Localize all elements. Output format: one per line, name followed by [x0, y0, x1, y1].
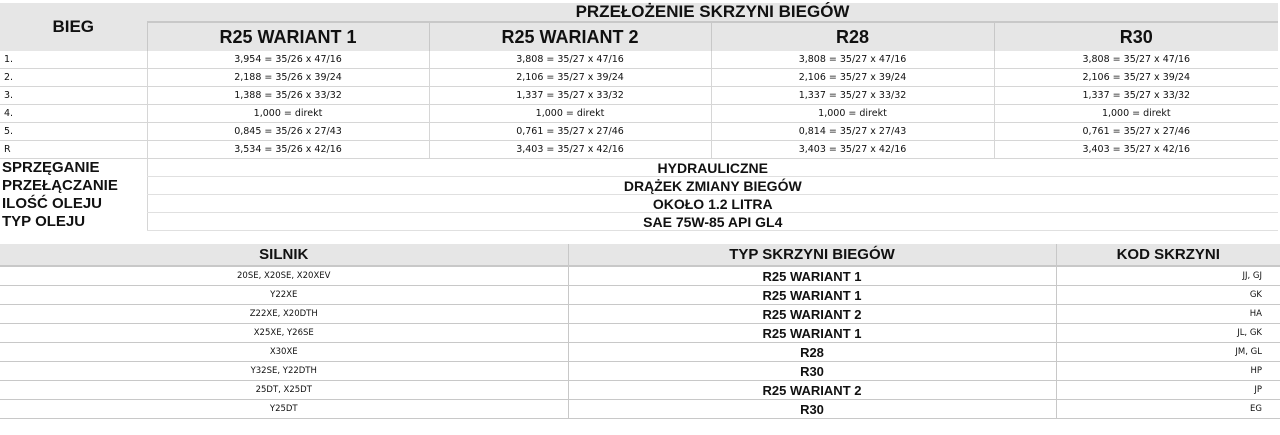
column-header: R25 WARIANT 2: [429, 22, 711, 51]
ratio-cell: 1,000 = direkt: [429, 105, 711, 123]
ratio-cell: 1,337 = 35/27 x 33/32: [711, 87, 994, 105]
ratio-cell: 2,106 = 35/27 x 39/24: [711, 69, 994, 87]
gear-label: R: [0, 141, 147, 159]
column-header: KOD SKRZYNI: [1056, 244, 1280, 266]
ratio-cell: 0,761 = 35/27 x 27/46: [429, 123, 711, 141]
ratio-cell: 1,000 = direkt: [147, 105, 429, 123]
gearbox-type-cell: R25 WARIANT 2: [568, 381, 1056, 400]
column-header: SILNIK: [0, 244, 568, 266]
spec-row: [0, 195, 1278, 213]
ratio-cell: 3,808 = 35/27 x 47/16: [711, 51, 994, 69]
bieg-header: BIEG: [0, 3, 147, 51]
ratio-cell: 2,106 = 35/27 x 39/24: [994, 69, 1278, 87]
ratio-cell: 1,000 = direkt: [994, 105, 1278, 123]
spec-row: [0, 213, 1278, 231]
table-row: [0, 266, 1280, 286]
ratio-cell: 3,808 = 35/27 x 47/16: [994, 51, 1278, 69]
gearbox-code-cell: JP: [1056, 381, 1280, 400]
engine-cell: Y25DT: [0, 400, 568, 419]
engine-cell: Y32SE, Y22DTH: [0, 362, 568, 381]
table-row: [0, 381, 1280, 400]
ratio-cell: 0,761 = 35/27 x 27/46: [994, 123, 1278, 141]
gearbox-type-cell: R30: [568, 362, 1056, 381]
gearbox-type-cell: R25 WARIANT 1: [568, 266, 1056, 286]
column-header: R28: [711, 22, 994, 51]
engine-cell: X25XE, Y26SE: [0, 324, 568, 343]
ratio-cell: 1,337 = 35/27 x 33/32: [994, 87, 1278, 105]
table-title: PRZEŁOŻENIE SKRZYNI BIEGÓW: [147, 3, 1278, 22]
spec-value: SAE 75W-85 API GL4: [147, 213, 1278, 231]
ratio-cell: 3,403 = 35/27 x 42/16: [711, 141, 994, 159]
table-row: [0, 141, 1278, 159]
gearbox-type-cell: R25 WARIANT 1: [568, 286, 1056, 305]
gearbox-code-cell: JM, GL: [1056, 343, 1280, 362]
spec-row: [0, 177, 1278, 195]
ratio-cell: 3,808 = 35/27 x 47/16: [429, 51, 711, 69]
spec-label: PRZEŁĄCZANIE: [2, 177, 118, 194]
gearbox-type-cell: R25 WARIANT 1: [568, 324, 1056, 343]
engine-cell: Z22XE, X20DTH: [0, 305, 568, 324]
ratio-cell: 1,337 = 35/27 x 33/32: [429, 87, 711, 105]
ratio-cell: 3,403 = 35/27 x 42/16: [994, 141, 1278, 159]
ratio-cell: 2,106 = 35/27 x 39/24: [429, 69, 711, 87]
ratio-cell: 3,534 = 35/26 x 42/16: [147, 141, 429, 159]
table-row: [0, 324, 1280, 343]
ratio-cell: 1,000 = direkt: [711, 105, 994, 123]
table-row: [0, 286, 1280, 305]
gearbox-code-cell: HP: [1056, 362, 1280, 381]
table-row: [0, 400, 1280, 419]
column-header: R30: [994, 22, 1278, 51]
spec-value: HYDRAULICZNE: [147, 159, 1278, 177]
table-row: [0, 105, 1278, 123]
engine-cell: X30XE: [0, 343, 568, 362]
gear-ratio-table: [0, 3, 1278, 231]
ratio-cell: 2,188 = 35/26 x 39/24: [147, 69, 429, 87]
engine-cell: 20SE, X20SE, X20XEV: [0, 266, 568, 286]
spec-label: ILOŚĆ OLEJU: [2, 195, 103, 212]
spec-value: DRĄŻEK ZMIANY BIEGÓW: [147, 177, 1278, 195]
gearbox-code-cell: JJ, GJ: [1056, 266, 1280, 286]
table-row: [0, 343, 1280, 362]
column-header: R25 WARIANT 1: [147, 22, 429, 51]
engine-table: [0, 244, 1280, 419]
gear-label: 5.: [0, 123, 147, 141]
table-row: [0, 69, 1278, 87]
column-header: TYP SKRZYNI BIEGÓW: [568, 244, 1056, 266]
spec-label: TYP OLEJU: [2, 213, 86, 230]
spec-row: [0, 159, 1278, 177]
gearbox-code-cell: EG: [1056, 400, 1280, 419]
table-row: [0, 87, 1278, 105]
gearbox-type-cell: R28: [568, 343, 1056, 362]
gearbox-code-cell: GK: [1056, 286, 1280, 305]
table-row: [0, 51, 1278, 69]
gear-label: 4.: [0, 105, 147, 123]
table-row: [0, 362, 1280, 381]
gearbox-type-cell: R25 WARIANT 2: [568, 305, 1056, 324]
ratio-cell: 3,403 = 35/27 x 42/16: [429, 141, 711, 159]
gear-label: 2.: [0, 69, 147, 87]
engine-cell: Y22XE: [0, 286, 568, 305]
ratio-cell: 0,845 = 35/26 x 27/43: [147, 123, 429, 141]
table-row: [0, 305, 1280, 324]
ratio-cell: 3,954 = 35/26 x 47/16: [147, 51, 429, 69]
engine-cell: 25DT, X25DT: [0, 381, 568, 400]
table-row: [0, 123, 1278, 141]
spec-value: OKOŁO 1.2 LITRA: [147, 195, 1278, 213]
gear-label: 3.: [0, 87, 147, 105]
gearbox-code-cell: HA: [1056, 305, 1280, 324]
ratio-cell: 0,814 = 35/27 x 27/43: [711, 123, 994, 141]
ratio-cell: 1,388 = 35/26 x 33/32: [147, 87, 429, 105]
spec-label: SPRZĘGANIE: [2, 159, 100, 177]
gearbox-type-cell: R30: [568, 400, 1056, 419]
gearbox-code-cell: JL, GK: [1056, 324, 1280, 343]
gear-label: 1.: [0, 51, 147, 69]
